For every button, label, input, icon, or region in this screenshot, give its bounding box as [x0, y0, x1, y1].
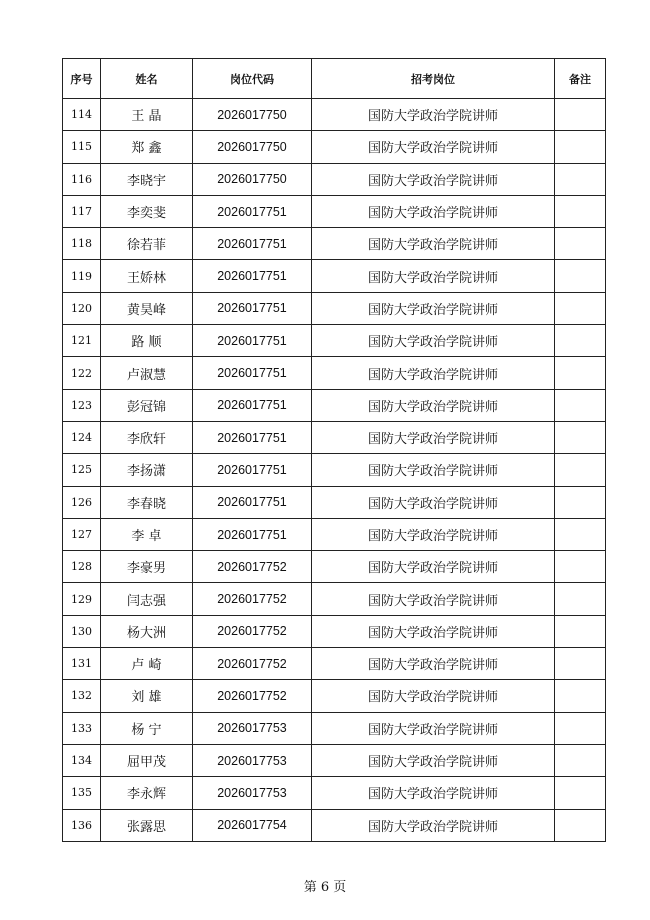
cell-note — [555, 809, 606, 841]
cell-no: 120 — [63, 292, 101, 324]
cell-name: 张露思 — [101, 809, 193, 841]
cell-note — [555, 99, 606, 131]
cell-position: 国防大学政治学院讲师 — [312, 777, 555, 809]
cell-note — [555, 131, 606, 163]
cell-position: 国防大学政治学院讲师 — [312, 131, 555, 163]
cell-code: 2026017751 — [193, 454, 312, 486]
cell-position: 国防大学政治学院讲师 — [312, 583, 555, 615]
cell-position: 国防大学政治学院讲师 — [312, 615, 555, 647]
cell-code: 2026017750 — [193, 163, 312, 195]
cell-note — [555, 260, 606, 292]
cell-position: 国防大学政治学院讲师 — [312, 551, 555, 583]
cell-no: 136 — [63, 809, 101, 841]
header-name: 姓名 — [101, 59, 193, 99]
cell-note — [555, 421, 606, 453]
cell-name: 路 顺 — [101, 325, 193, 357]
table-header — [63, 59, 606, 99]
cell-code: 2026017750 — [193, 131, 312, 163]
cell-note — [555, 648, 606, 680]
cell-code: 2026017753 — [193, 712, 312, 744]
cell-code: 2026017751 — [193, 518, 312, 550]
cell-name: 彭冠锦 — [101, 389, 193, 421]
cell-note — [555, 357, 606, 389]
table-row — [63, 228, 606, 260]
cell-name: 王娇林 — [101, 260, 193, 292]
cell-name: 李春晓 — [101, 486, 193, 518]
cell-no: 117 — [63, 195, 101, 227]
table-row — [63, 195, 606, 227]
cell-note — [555, 486, 606, 518]
table-row — [63, 99, 606, 131]
cell-position: 国防大学政治学院讲师 — [312, 744, 555, 776]
cell-code: 2026017752 — [193, 648, 312, 680]
cell-no: 126 — [63, 486, 101, 518]
cell-no: 129 — [63, 583, 101, 615]
cell-code: 2026017752 — [193, 583, 312, 615]
cell-note — [555, 551, 606, 583]
table-row — [63, 615, 606, 647]
cell-note — [555, 228, 606, 260]
table-row — [63, 518, 606, 550]
header-position: 招考岗位 — [312, 59, 555, 99]
table-row — [63, 163, 606, 195]
cell-note — [555, 583, 606, 615]
cell-no: 116 — [63, 163, 101, 195]
cell-position: 国防大学政治学院讲师 — [312, 325, 555, 357]
cell-position: 国防大学政治学院讲师 — [312, 486, 555, 518]
cell-name: 闫志强 — [101, 583, 193, 615]
table-row — [63, 583, 606, 615]
cell-code: 2026017751 — [193, 421, 312, 453]
cell-no: 130 — [63, 615, 101, 647]
cell-name: 李欣轩 — [101, 421, 193, 453]
table-row — [63, 260, 606, 292]
table-row — [63, 131, 606, 163]
cell-note — [555, 454, 606, 486]
cell-note — [555, 325, 606, 357]
cell-position: 国防大学政治学院讲师 — [312, 421, 555, 453]
cell-note — [555, 195, 606, 227]
cell-name: 黄昊峰 — [101, 292, 193, 324]
table-row — [63, 551, 606, 583]
cell-no: 133 — [63, 712, 101, 744]
cell-note — [555, 292, 606, 324]
table-row — [63, 712, 606, 744]
cell-position: 国防大学政治学院讲师 — [312, 809, 555, 841]
candidate-table — [62, 58, 606, 842]
table-row — [63, 421, 606, 453]
cell-position: 国防大学政治学院讲师 — [312, 292, 555, 324]
cell-name: 李扬潇 — [101, 454, 193, 486]
cell-no: 135 — [63, 777, 101, 809]
cell-name: 屈甲茂 — [101, 744, 193, 776]
cell-position: 国防大学政治学院讲师 — [312, 454, 555, 486]
cell-name: 卢淑慧 — [101, 357, 193, 389]
cell-note — [555, 389, 606, 421]
header-no: 序号 — [63, 59, 101, 99]
cell-code: 2026017751 — [193, 389, 312, 421]
table-row — [63, 454, 606, 486]
cell-note — [555, 163, 606, 195]
cell-no: 124 — [63, 421, 101, 453]
cell-code: 2026017751 — [193, 292, 312, 324]
table-row — [63, 292, 606, 324]
cell-code: 2026017752 — [193, 680, 312, 712]
cell-code: 2026017751 — [193, 228, 312, 260]
cell-name: 徐若菲 — [101, 228, 193, 260]
cell-no: 128 — [63, 551, 101, 583]
cell-no: 122 — [63, 357, 101, 389]
header-row — [63, 59, 606, 99]
cell-name: 李豪男 — [101, 551, 193, 583]
cell-position: 国防大学政治学院讲师 — [312, 389, 555, 421]
table-row — [63, 486, 606, 518]
cell-no: 123 — [63, 389, 101, 421]
cell-no: 132 — [63, 680, 101, 712]
cell-no: 131 — [63, 648, 101, 680]
header-note: 备注 — [555, 59, 606, 99]
cell-note — [555, 712, 606, 744]
cell-note — [555, 680, 606, 712]
cell-position: 国防大学政治学院讲师 — [312, 99, 555, 131]
table-row — [63, 680, 606, 712]
cell-position: 国防大学政治学院讲师 — [312, 680, 555, 712]
cell-name: 李奕斐 — [101, 195, 193, 227]
cell-code: 2026017751 — [193, 357, 312, 389]
cell-no: 115 — [63, 131, 101, 163]
table-row — [63, 648, 606, 680]
cell-no: 118 — [63, 228, 101, 260]
cell-no: 119 — [63, 260, 101, 292]
table-row — [63, 744, 606, 776]
table-row — [63, 777, 606, 809]
cell-name: 刘 雄 — [101, 680, 193, 712]
cell-note — [555, 744, 606, 776]
header-code: 岗位代码 — [193, 59, 312, 99]
cell-name: 郑 鑫 — [101, 131, 193, 163]
cell-code: 2026017754 — [193, 809, 312, 841]
cell-name: 李永辉 — [101, 777, 193, 809]
cell-name: 李晓宇 — [101, 163, 193, 195]
cell-position: 国防大学政治学院讲师 — [312, 518, 555, 550]
cell-position: 国防大学政治学院讲师 — [312, 228, 555, 260]
cell-position: 国防大学政治学院讲师 — [312, 195, 555, 227]
cell-note — [555, 615, 606, 647]
table-row — [63, 357, 606, 389]
cell-no: 114 — [63, 99, 101, 131]
cell-position: 国防大学政治学院讲师 — [312, 357, 555, 389]
cell-code: 2026017751 — [193, 486, 312, 518]
cell-code: 2026017751 — [193, 325, 312, 357]
table-row — [63, 389, 606, 421]
cell-name: 杨大洲 — [101, 615, 193, 647]
cell-position: 国防大学政治学院讲师 — [312, 712, 555, 744]
cell-name: 李 卓 — [101, 518, 193, 550]
table-body — [63, 99, 606, 842]
cell-no: 134 — [63, 744, 101, 776]
cell-no: 125 — [63, 454, 101, 486]
cell-code: 2026017751 — [193, 195, 312, 227]
cell-note — [555, 518, 606, 550]
cell-code: 2026017753 — [193, 777, 312, 809]
cell-code: 2026017752 — [193, 551, 312, 583]
cell-position: 国防大学政治学院讲师 — [312, 260, 555, 292]
cell-code: 2026017751 — [193, 260, 312, 292]
cell-no: 127 — [63, 518, 101, 550]
cell-position: 国防大学政治学院讲师 — [312, 163, 555, 195]
table-row — [63, 325, 606, 357]
cell-no: 121 — [63, 325, 101, 357]
cell-code: 2026017752 — [193, 615, 312, 647]
cell-name: 卢 崎 — [101, 648, 193, 680]
cell-name: 王 晶 — [101, 99, 193, 131]
cell-code: 2026017753 — [193, 744, 312, 776]
cell-code: 2026017750 — [193, 99, 312, 131]
table-row — [63, 809, 606, 841]
cell-note — [555, 777, 606, 809]
cell-name: 杨 宁 — [101, 712, 193, 744]
page-number: 第 6 页 — [303, 880, 347, 895]
cell-position: 国防大学政治学院讲师 — [312, 648, 555, 680]
